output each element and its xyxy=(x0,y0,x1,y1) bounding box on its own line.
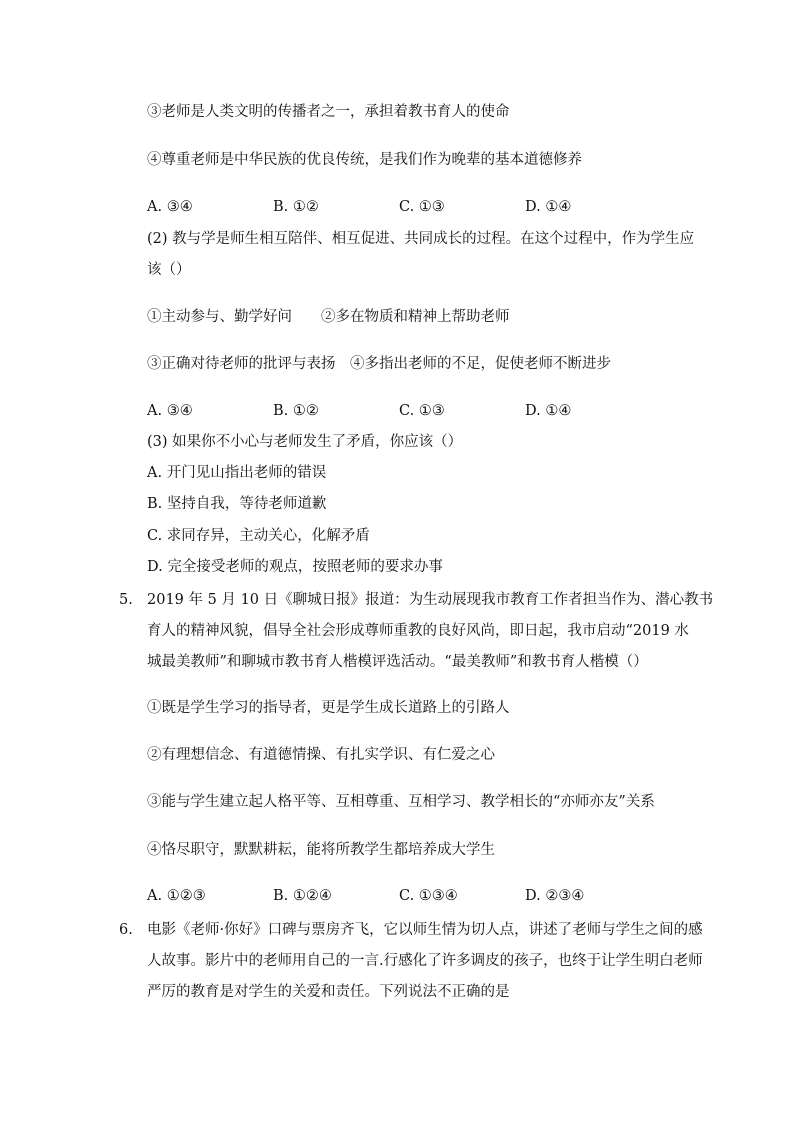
option-c[interactable]: C. ①③ xyxy=(399,403,445,419)
option-b[interactable]: B. ①②④ xyxy=(273,888,332,904)
q4-3-option-c[interactable]: C. 求同存异，主动关心，化解矛盾 xyxy=(147,528,370,544)
option-d[interactable]: D. ①④ xyxy=(525,199,572,215)
option-d[interactable]: D. ②③④ xyxy=(525,888,585,904)
q5-stem-line3: 城最美教师”和聊城市教书育人楷模评选活动。“最美教师”和教书育人楷模（） xyxy=(147,654,648,670)
q4-item-4: ④尊重老师是中华民族的优良传统，是我们作为晚辈的基本道德修养 xyxy=(147,152,582,168)
q4-2-stem-line2: 该（） xyxy=(147,262,191,278)
q4-3-option-b[interactable]: B. 坚持自我，等待老师道歉 xyxy=(147,496,327,512)
q6-stem-line3: 严厉的教育是对学生的关爱和责任。下列说法不正确的是 xyxy=(147,984,510,1000)
option-d[interactable]: D. ①④ xyxy=(525,403,572,419)
q6-stem-line2: 人故事。影片中的老师用自己的一言.行感化了许多调皮的孩子，也终于让学生明白老师 xyxy=(147,953,703,969)
q4-2-items-line1: ①主动参与、勤学好问 ②多在物质和精神上帮助老师 xyxy=(147,309,510,325)
q6-stem-line1: 电影《老师·你好》口碑与票房齐飞，它以师生情为切人点，讲述了老师与学生之间的感 xyxy=(147,922,703,938)
q5-item-3: ③能与学生建立起人格平等、互相尊重、互相学习、教学相长的“亦师亦友”关系 xyxy=(147,794,655,810)
q5-number: 5. xyxy=(119,592,133,608)
q4-item-3: ③老师是人类文明的传播者之一，承担着教书育人的使命 xyxy=(147,104,510,120)
option-b[interactable]: B. ①② xyxy=(273,199,319,215)
q4-3-stem: (3) 如果你不小心与老师发生了矛盾，你应该（） xyxy=(147,434,463,450)
option-a[interactable]: A. ③④ xyxy=(147,199,193,215)
q4-2-stem-line1: (2) 教与学是师生相互陪伴、相互促进、共同成长的过程。在这个过程中，作为学生应 xyxy=(147,231,695,247)
q5-item-4: ④恪尽职守，默默耕耘，能将所教学生都培养成大学生 xyxy=(147,842,495,858)
option-c[interactable]: C. ①③ xyxy=(399,199,445,215)
option-a[interactable]: A. ①②③ xyxy=(147,888,206,904)
q4-3-option-d[interactable]: D. 完全接受老师的观点，按照老师的要求办事 xyxy=(147,559,443,575)
q5-stem-line1: 2019 年 5 月 10 日《聊城日报》报道：为生动展现我市教育工作者担当作为、潜心教书 xyxy=(147,592,714,608)
q5-item-2: ②有理想信念、有道德情操、有扎实学识、有仁爱之心 xyxy=(147,747,495,763)
option-b[interactable]: B. ①② xyxy=(273,403,319,419)
q4-2-items-line2: ③正确对待老师的批评与表扬 ④多指出老师的不足，促使老师不断进步 xyxy=(147,356,611,372)
option-a[interactable]: A. ③④ xyxy=(147,403,193,419)
option-c[interactable]: C. ①③④ xyxy=(399,888,458,904)
q4-3-option-a[interactable]: A. 开门见山指出老师的错误 xyxy=(147,465,327,481)
q6-number: 6. xyxy=(119,922,133,938)
q5-stem-line2: 育人的精神风貌，倡导全社会形成尊师重教的良好风尚，即日起，我市启动“2019 水 xyxy=(147,623,689,639)
q5-item-1: ①既是学生学习的指导者，更是学生成长道路上的引路人 xyxy=(147,700,510,716)
